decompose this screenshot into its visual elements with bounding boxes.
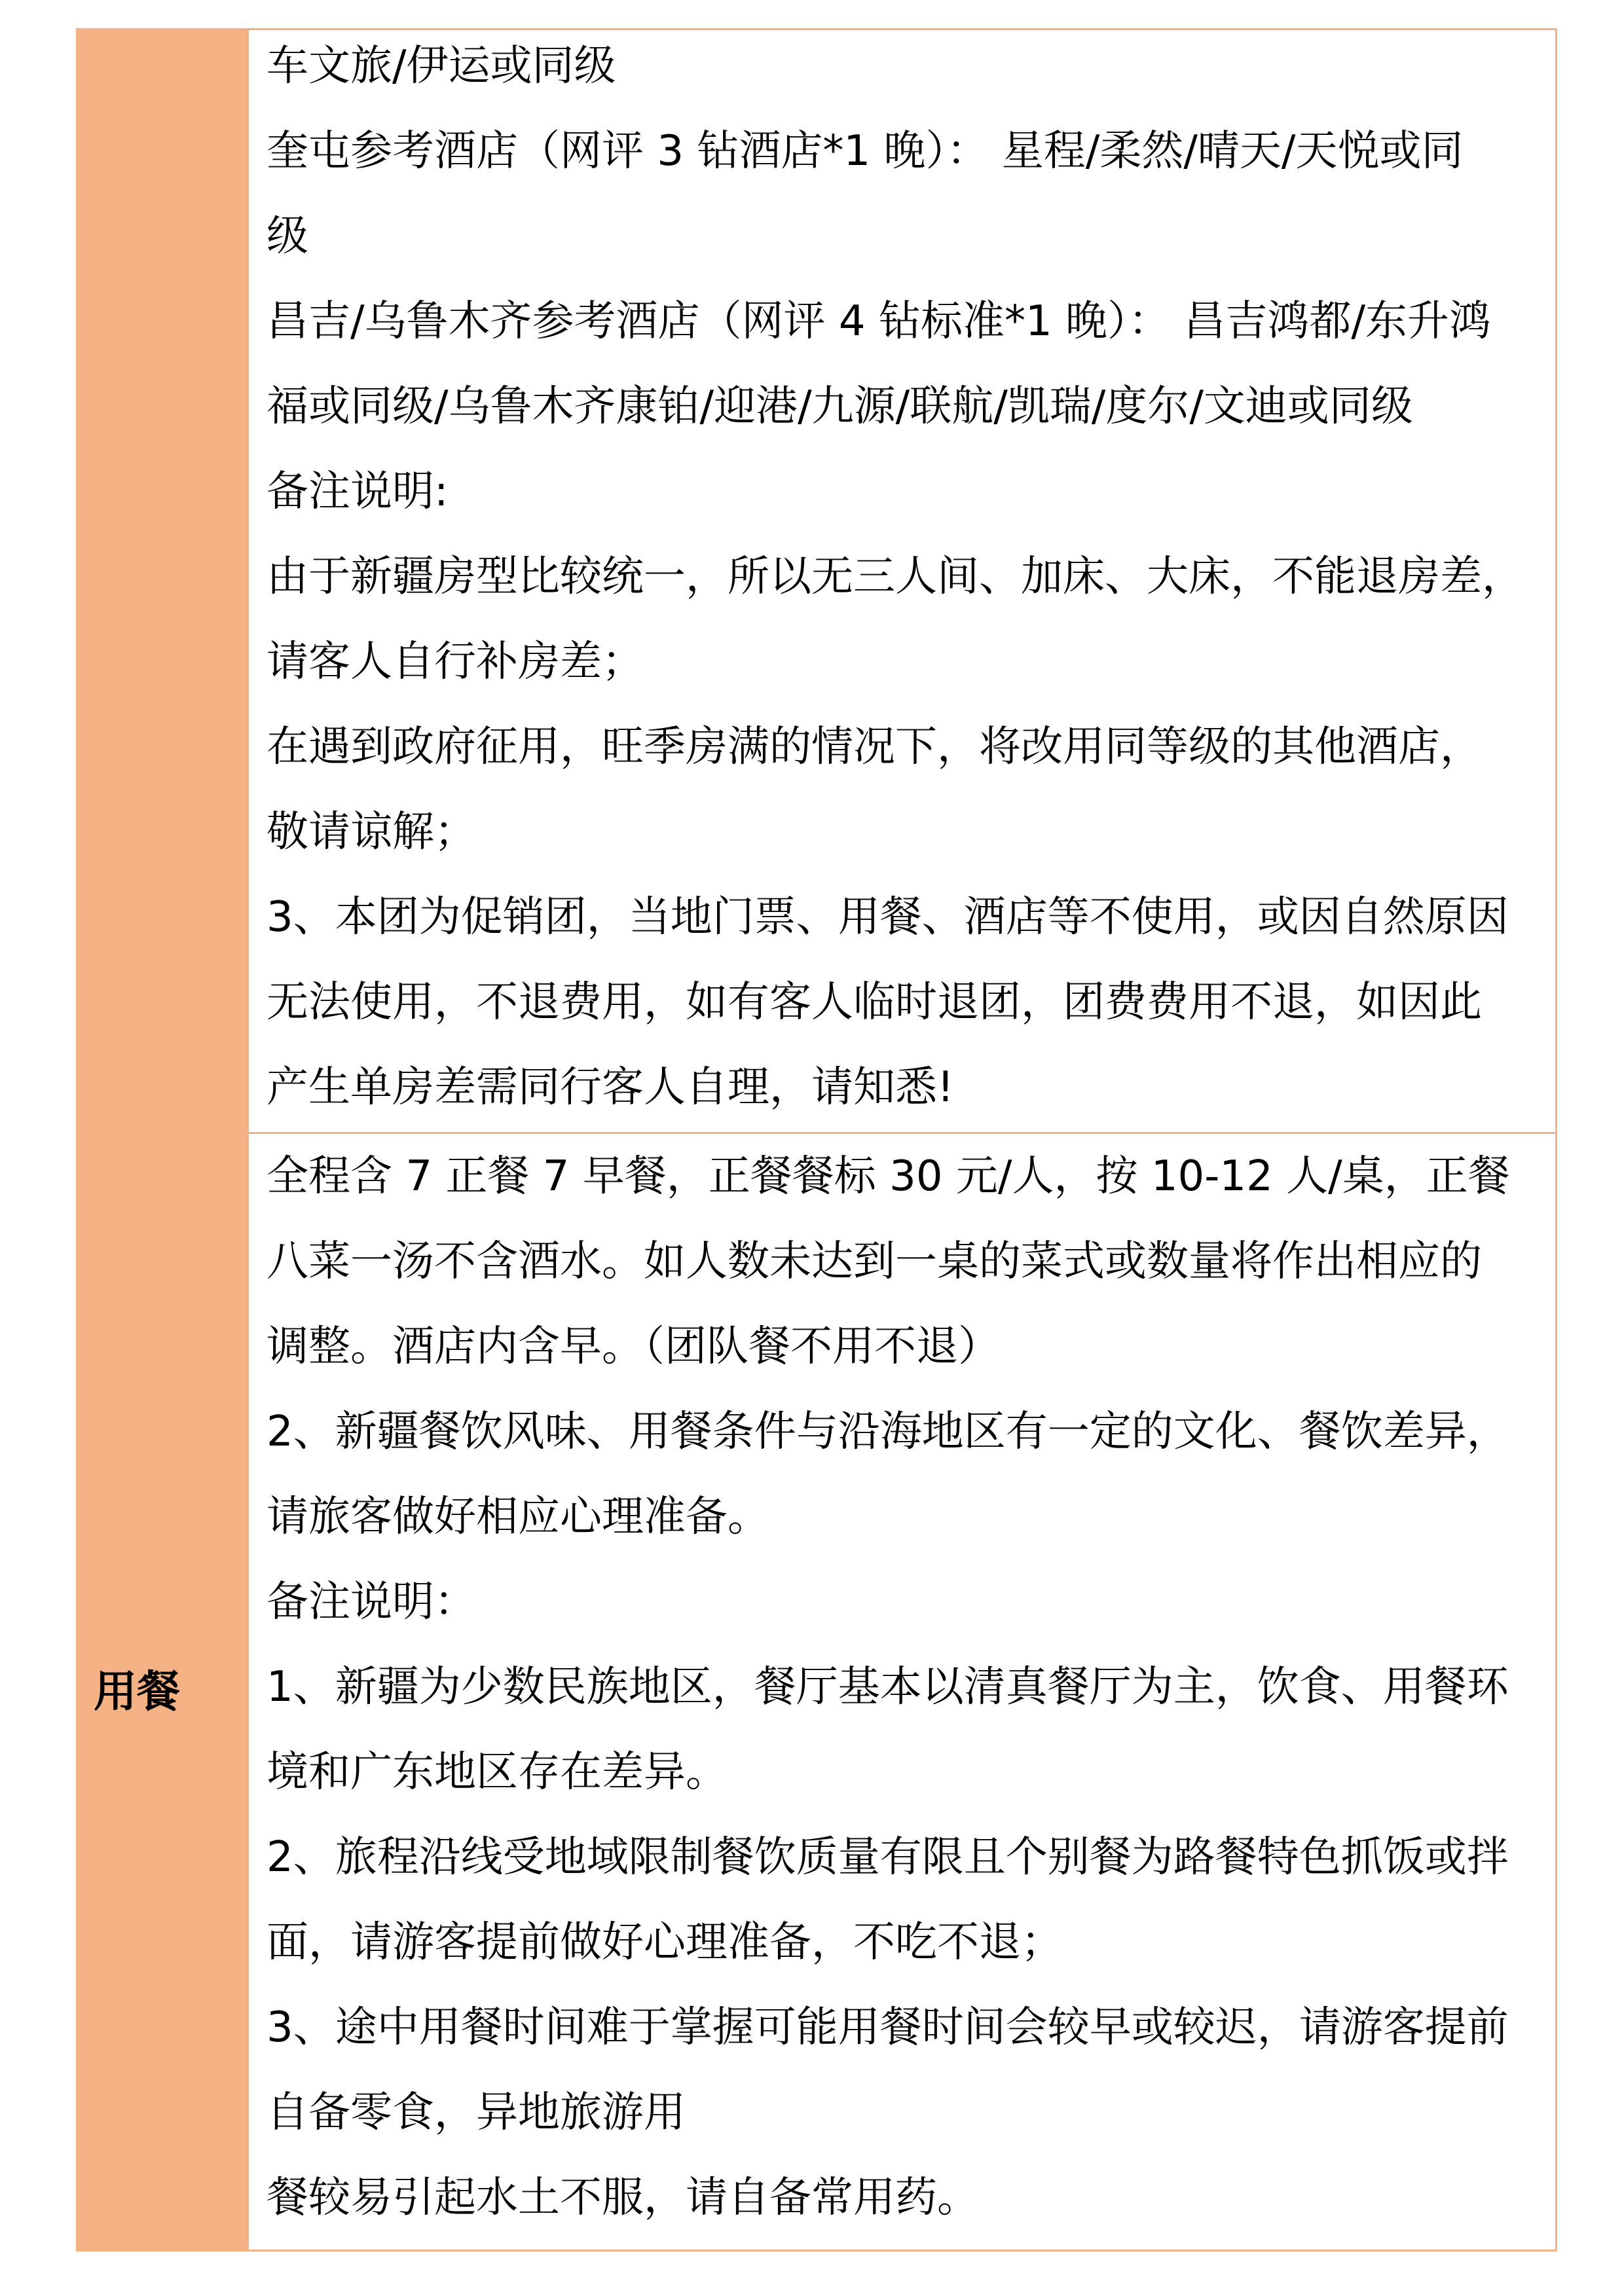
meals-line: 请旅客做好相应心理准备。 (267, 1493, 769, 1541)
accommodation-line: 由于新疆房型比较统一，所以无三人间、加床、大床，不能退房差， (267, 553, 1524, 601)
accommodation-line: 在遇到政府征用，旺季房满的情况下，将改用同等级的其他酒店， (267, 723, 1482, 771)
meals-text (267, 1134, 1541, 2240)
meals-label-cell (77, 1133, 248, 2251)
accommodation-row (77, 29, 1557, 1133)
accommodation-line: 级 (267, 212, 308, 261)
meals-line: 面，请游客提前做好心理准备，不吃不退； (267, 1918, 1063, 1967)
accommodation-line: 奎屯参考酒店（网评 3 钻酒店*1 晚）： 星程/柔然/晴天/天悦或同 (267, 127, 1464, 175)
accommodation-line: 请客人自行补房差； (267, 638, 644, 686)
accommodation-label-cell (77, 29, 248, 1133)
itinerary-table (76, 28, 1557, 2251)
accommodation-line: 3、本团为促销团，当地门票、用餐、酒店等不使用，或因自然原因 (267, 893, 1509, 941)
meals-line: 调整。酒店内含早。（团队餐不用不退） (267, 1322, 1000, 1371)
accommodation-line: 福或同级/乌鲁木齐康铂/迎港/九源/联航/凯瑞/度尔/文迪或同级 (267, 382, 1413, 431)
meals-line: 3、途中用餐时间难于掌握可能用餐时间会较早或较迟，请游客提前 (267, 2003, 1509, 2052)
meals-line: 备注说明： (267, 1578, 476, 1626)
meals-line: 1、新疆为少数民族地区，餐厅基本以清真餐厅为主，饮食、用餐环 (267, 1663, 1509, 1711)
accommodation-text (267, 24, 1541, 1130)
accommodation-line: 产生单房差需同行客人自理，请知悉! (267, 1063, 954, 1112)
meals-line: 全程含 7 正餐 7 早餐，正餐餐标 30 元/人，按 10-12 人/桌，正餐 (267, 1152, 1510, 1201)
accommodation-content-cell (248, 29, 1557, 1133)
meals-line: 2、旅程沿线受地域限制餐饮质量有限且个别餐为路餐特色抓饭或拌 (267, 1833, 1509, 1882)
accommodation-line: 无法使用，不退费用，如有客人临时退团，团费费用不退，如因此 (267, 978, 1482, 1027)
accommodation-line: 备注说明: (267, 467, 449, 516)
accommodation-line: 敬请谅解； (267, 808, 476, 856)
meals-line: 境和广东地区存在差异。 (267, 1748, 728, 1796)
meals-content-cell (248, 1133, 1557, 2251)
meals-line: 餐较易引起水土不服，请自备常用药。 (267, 2174, 979, 2222)
accommodation-line: 昌吉/乌鲁木齐参考酒店（网评 4 钻标准*1 晚）： 昌吉鸿都/东升鸿 (267, 297, 1491, 346)
meals-line: 2、新疆餐饮风味、用餐条件与沿海地区有一定的文化、餐饮差异， (267, 1408, 1509, 1456)
meals-line: 自备零食，异地旅游用 (267, 2088, 686, 2137)
meals-row (77, 1133, 1557, 2251)
accommodation-line: 车文旅/伊运或同级 (267, 42, 616, 90)
meals-label: 用餐 (94, 1666, 180, 1717)
meals-line: 八菜一汤不含酒水。如人数未达到一桌的菜式或数量将作出相应的 (267, 1237, 1482, 1286)
